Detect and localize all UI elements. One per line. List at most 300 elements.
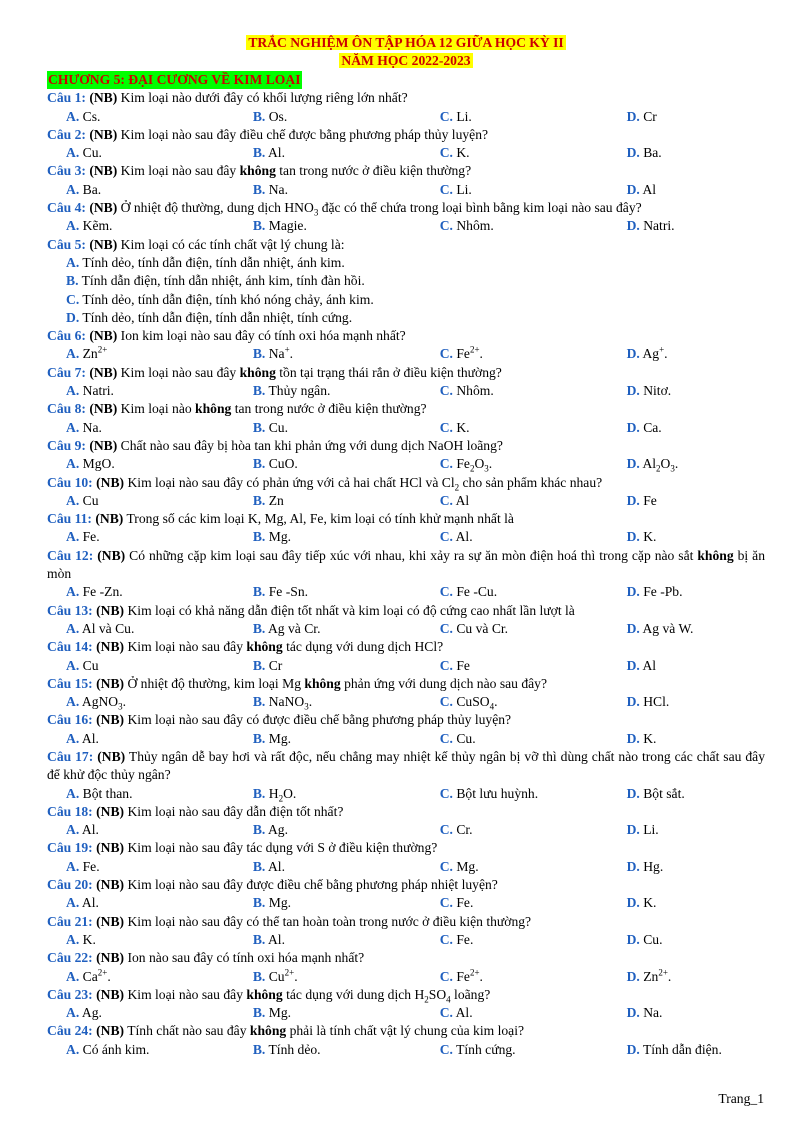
question-stem <box>47 748 765 785</box>
option-letter: A. <box>66 620 80 636</box>
option-letter: C. <box>439 931 453 947</box>
answer-option <box>253 730 440 748</box>
question-text: Thủy ngân dễ bay hơi và rất độc, nếu chẳng may nhiệt kế thủy ngân bị vỡ thì dùng chất nào trong các chất sau đây để khử độc thủy ngân? <box>47 748 766 783</box>
option-text: Nitơ. <box>643 383 672 399</box>
answer-option <box>253 931 440 949</box>
question-23 <box>47 986 765 1023</box>
answer-option <box>253 345 440 363</box>
answer-option <box>440 1041 627 1059</box>
question-text: Kim loại nào sau đây không tan trong nước ở điều kiện thường? <box>120 163 472 179</box>
option-text: Fe -Pb. <box>643 584 683 600</box>
answer-option <box>440 821 627 839</box>
question-text: Kim loại nào sau đây tác dụng với S ở điều kiện thường? <box>127 840 438 856</box>
option-text: Fe -Zn. <box>82 584 123 600</box>
option-letter: C. <box>439 785 453 801</box>
answer-option <box>627 693 765 711</box>
question-6 <box>47 327 765 364</box>
answer-options <box>47 657 765 675</box>
option-text: Nhôm. <box>456 218 494 234</box>
question-stem <box>47 126 765 144</box>
answer-options <box>47 419 765 437</box>
option-letter: B. <box>252 419 266 435</box>
option-letter: D. <box>626 785 640 801</box>
answer-options <box>47 455 765 473</box>
option-text: K. <box>643 895 657 911</box>
option-letter: D. <box>626 346 640 362</box>
question-level: (NB) <box>96 950 125 966</box>
option-letter: A. <box>66 181 80 197</box>
question-number: Câu 17: <box>47 748 94 764</box>
option-text: Al. <box>455 529 473 545</box>
question-stem <box>47 400 765 418</box>
option-letter: D. <box>626 383 640 399</box>
question-number: Câu 8: <box>47 401 86 417</box>
answer-options <box>47 730 765 748</box>
option-text: Fe <box>643 492 657 508</box>
option-text: Tính dẫn điện. <box>642 1041 722 1057</box>
option-letter: B. <box>252 730 266 746</box>
answer-options <box>47 858 765 876</box>
option-text: Cu <box>82 657 99 673</box>
answer-option <box>66 382 253 400</box>
option-text: Al <box>642 657 657 673</box>
question-level: (NB) <box>96 877 125 893</box>
option-letter: C. <box>439 419 453 435</box>
option-text: Nhôm. <box>456 383 494 399</box>
option-text: Li. <box>456 108 472 124</box>
question-10 <box>47 474 765 511</box>
answer-option <box>253 785 440 803</box>
question-text: Kim loại nào sau đây có được điều chế bằng phương pháp thủy luyện? <box>127 712 512 728</box>
answer-option <box>66 1041 253 1059</box>
question-text: Kim loại nào sau đây không tác dụng với dung dịch HCl? <box>127 639 444 655</box>
answer-option <box>627 730 765 748</box>
answer-option <box>66 968 253 986</box>
answer-option <box>627 492 765 510</box>
answer-option <box>627 181 765 199</box>
option-text: Na. <box>643 1005 663 1021</box>
option-text: Mg. <box>268 730 292 746</box>
question-level: (NB) <box>96 712 125 728</box>
answer-option <box>627 931 765 949</box>
answer-option <box>440 181 627 199</box>
option-letter: D. <box>626 492 640 508</box>
option-letter: B. <box>252 657 266 673</box>
option-text: Os. <box>268 108 288 124</box>
question-level: (NB) <box>89 328 118 344</box>
question-number: Câu 2: <box>47 126 86 142</box>
question-level: (NB) <box>89 437 118 453</box>
question-list <box>47 89 765 1059</box>
option-letter: A. <box>66 895 80 911</box>
option-letter: A. <box>66 346 80 362</box>
answer-option <box>627 217 765 235</box>
option-text: Có ánh kim. <box>82 1041 150 1057</box>
question-stem <box>47 236 765 254</box>
answer-options <box>47 144 765 162</box>
answer-option <box>66 291 765 309</box>
question-13 <box>47 602 765 639</box>
answer-option <box>440 785 627 803</box>
option-letter: C. <box>439 218 453 234</box>
answer-option <box>627 108 765 126</box>
question-number: Câu 4: <box>47 200 86 216</box>
answer-option <box>627 1004 765 1022</box>
answer-option <box>253 144 440 162</box>
answer-option <box>66 492 253 510</box>
option-text: K. <box>456 145 470 161</box>
option-text: HCl. <box>643 694 670 710</box>
question-text: Kim loại nào sau đây điều chế được bằng phương pháp thủy luyện? <box>120 126 489 142</box>
option-text: $Fe_2O_3$. <box>456 456 493 474</box>
option-letter: A. <box>66 218 80 234</box>
question-level: (NB) <box>97 748 126 764</box>
page-number: Trang_1 <box>718 1091 764 1106</box>
option-text: Zn <box>268 492 284 508</box>
question-stem <box>47 602 765 620</box>
option-letter: A. <box>66 145 80 161</box>
question-24 <box>47 1022 765 1059</box>
question-2 <box>47 126 765 163</box>
option-letter: D. <box>626 730 640 746</box>
question-15 <box>47 675 765 712</box>
option-letter: B. <box>252 218 266 234</box>
question-level: (NB) <box>96 986 125 1002</box>
option-text: Ag. <box>267 822 288 838</box>
option-text: Al <box>455 492 470 508</box>
option-letter: A. <box>66 584 80 600</box>
question-number: Câu 22: <box>47 950 93 966</box>
option-letter: A. <box>66 694 80 710</box>
answer-options <box>47 345 765 363</box>
option-letter: B. <box>252 895 266 911</box>
option-letter: D. <box>626 657 640 673</box>
option-letter: C. <box>439 1041 453 1057</box>
option-text: Cr <box>643 108 657 124</box>
option-letter: A. <box>66 968 80 984</box>
option-letter: B. <box>252 145 266 161</box>
option-text: Al và Cu. <box>81 620 135 636</box>
option-letter: A. <box>66 254 80 270</box>
answer-option <box>440 858 627 876</box>
option-text: Cr <box>268 657 283 673</box>
answer-option <box>66 730 253 748</box>
question-text: Kim loại nào sau đây không tác dụng với dung dịch $H_2SO_4$ loãng? <box>127 986 491 1005</box>
question-text: Kim loại nào sau đây không tồn tại trạng thái rắn ở điều kiện thường? <box>120 364 502 380</box>
question-4 <box>47 199 765 236</box>
question-number: Câu 18: <box>47 803 93 819</box>
option-text: Bột than. <box>82 785 133 801</box>
answer-option <box>627 345 765 363</box>
answer-option <box>440 693 627 711</box>
answer-option <box>253 1041 440 1059</box>
question-text: Kim loại nào sau đây dẫn điện tốt nhất? <box>127 803 344 819</box>
option-text: $Cu^{2+}$. <box>268 967 298 984</box>
option-letter: C. <box>439 694 453 710</box>
answer-options <box>47 821 765 839</box>
option-letter: C. <box>439 1005 453 1021</box>
answer-option <box>253 821 440 839</box>
option-letter: B. <box>252 858 266 874</box>
option-letter: C. <box>439 822 453 838</box>
answer-option <box>66 144 253 162</box>
option-text: Cu và Cr. <box>456 620 509 636</box>
answer-option <box>66 455 253 473</box>
option-text: Ag. <box>81 1005 102 1021</box>
answer-option <box>66 583 253 601</box>
question-text: Kim loại có khả năng dẫn điện tốt nhất và kim loại có độ cứng cao nhất lần lượt là <box>127 602 575 618</box>
option-letter: C. <box>439 145 453 161</box>
question-number: Câu 23: <box>47 986 93 1002</box>
option-letter: A. <box>66 657 80 673</box>
answer-option <box>627 968 765 986</box>
question-text: Trong số các kim loại K, Mg, Al, Fe, kim loại có tính khử mạnh nhất là <box>126 511 514 527</box>
question-level: (NB) <box>96 840 125 856</box>
option-text: Bột sắt. <box>643 785 685 801</box>
option-text: Al <box>642 181 657 197</box>
option-text: Na. <box>268 181 288 197</box>
answer-option <box>253 968 440 986</box>
answer-options <box>47 968 765 986</box>
option-text: Cu. <box>82 145 102 161</box>
answer-option <box>627 583 765 601</box>
question-level: (NB) <box>89 364 118 380</box>
question-8 <box>47 400 765 437</box>
option-letter: A. <box>66 419 80 435</box>
question-stem <box>47 913 765 931</box>
answer-option <box>440 730 627 748</box>
question-number: Câu 19: <box>47 840 93 856</box>
option-text: Fe <box>456 657 470 673</box>
option-letter: D. <box>626 419 640 435</box>
option-letter: C. <box>439 529 453 545</box>
option-text: Ca. <box>643 419 662 435</box>
option-letter: B. <box>252 108 266 124</box>
option-text: $Al_2O_3$. <box>642 456 679 474</box>
answer-option <box>440 419 627 437</box>
option-text: Tính dẻo, tính dẫn điện, tính dẫn nhiệt, tính cứng. <box>82 309 353 325</box>
option-letter: A. <box>66 108 80 124</box>
question-number: Câu 12: <box>47 547 94 563</box>
answer-option <box>253 492 440 510</box>
option-text: Fe. <box>456 895 474 911</box>
option-text: Mg. <box>268 529 292 545</box>
option-letter: A. <box>66 383 80 399</box>
option-letter: A. <box>66 858 80 874</box>
answer-option <box>627 144 765 162</box>
question-number: Câu 14: <box>47 639 93 655</box>
question-level: (NB) <box>96 803 125 819</box>
question-text: Kim loại nào sau đây được điều chế bằng phương pháp nhiệt luyện? <box>127 877 498 893</box>
question-22 <box>47 949 765 986</box>
question-text: Kim loại nào dưới đây có khối lượng riêng lớn nhất? <box>120 90 408 106</box>
option-letter: A. <box>66 785 80 801</box>
answer-option <box>440 492 627 510</box>
option-text: Cr. <box>456 822 473 838</box>
document-title <box>47 34 765 70</box>
option-text: Li. <box>643 822 659 838</box>
option-letter: C. <box>439 858 453 874</box>
answer-option <box>627 657 765 675</box>
option-letter: B. <box>252 346 266 362</box>
question-19 <box>47 839 765 876</box>
question-number: Câu 10: <box>47 474 93 490</box>
option-letter: D. <box>626 1005 640 1021</box>
question-level: (NB) <box>89 163 118 179</box>
option-letter: D. <box>626 694 640 710</box>
option-text: $Fe^{2+}$. <box>456 967 483 984</box>
answer-option <box>66 217 253 235</box>
answer-option <box>627 455 765 473</box>
question-level: (NB) <box>96 675 125 691</box>
option-text: Al. <box>455 1005 473 1021</box>
answer-options <box>47 693 765 711</box>
answer-options <box>47 620 765 638</box>
question-text: Kim loại nào sau đây có thể tan hoàn toàn trong nước ở điều kiện thường? <box>127 913 532 929</box>
question-stem <box>47 510 765 528</box>
option-text: Ag+. <box>642 344 668 362</box>
option-text: Na+. <box>268 344 294 362</box>
answer-options <box>47 1041 765 1059</box>
question-number: Câu 1: <box>47 90 86 106</box>
title-line-2: NĂM HỌC 2022-2023 <box>341 53 471 68</box>
option-text: Mg. <box>268 895 292 911</box>
option-letter: B. <box>66 273 79 289</box>
question-level: (NB) <box>96 913 125 929</box>
question-number: Câu 11: <box>47 511 92 527</box>
answer-option <box>440 1004 627 1022</box>
question-level: (NB) <box>89 126 118 142</box>
option-text: Natri. <box>82 383 114 399</box>
question-number: Câu 13: <box>47 602 93 618</box>
question-1 <box>47 89 765 126</box>
answer-option <box>253 455 440 473</box>
question-text: Ion nào sau đây có tính oxi hóa mạnh nhất? <box>127 950 365 966</box>
option-letter: B. <box>252 492 266 508</box>
option-text: Cu. <box>643 931 663 947</box>
answer-options <box>47 217 765 235</box>
option-letter: B. <box>252 785 266 801</box>
option-letter: A. <box>66 529 80 545</box>
question-16 <box>47 711 765 748</box>
question-number: Câu 5: <box>47 236 86 252</box>
option-text: Thủy ngân. <box>268 383 331 399</box>
option-letter: D. <box>626 181 640 197</box>
question-stem <box>47 547 765 584</box>
answer-option <box>253 217 440 235</box>
option-letter: B. <box>252 1041 266 1057</box>
question-stem <box>47 876 765 894</box>
option-letter: C. <box>439 456 453 472</box>
option-letter: A. <box>66 1005 80 1021</box>
option-letter: C. <box>439 657 453 673</box>
question-level: (NB) <box>96 639 125 655</box>
question-text: Kim loại có các tính chất vật lý chung là: <box>120 236 345 252</box>
answer-option <box>66 693 253 711</box>
option-text: Cu. <box>456 730 476 746</box>
option-letter: D. <box>626 1041 640 1057</box>
option-letter: A. <box>66 730 80 746</box>
answer-option <box>66 931 253 949</box>
option-text: Cu <box>82 492 99 508</box>
option-letter: D. <box>626 456 640 472</box>
answer-option <box>66 894 253 912</box>
option-letter: B. <box>252 968 266 984</box>
question-text: Tính chất nào sau đây không phải là tính chất vật lý chung của kim loại? <box>127 1023 525 1039</box>
answer-option <box>627 419 765 437</box>
answer-option <box>253 894 440 912</box>
answer-option <box>253 858 440 876</box>
answer-option <box>440 968 627 986</box>
option-letter: C. <box>439 584 453 600</box>
answer-options <box>47 108 765 126</box>
answer-options <box>47 382 765 400</box>
question-number: Câu 24: <box>47 1023 93 1039</box>
question-number: Câu 20: <box>47 877 93 893</box>
option-letter: B. <box>252 694 266 710</box>
question-text: Kim loại nào sau đây có phản ứng với cả hai chất HCl và $Cl_2$ cho sản phẩm khác nhau? <box>127 474 603 493</box>
question-number: Câu 15: <box>47 675 93 691</box>
option-text: Fe -Cu. <box>456 584 498 600</box>
option-letter: C. <box>439 968 453 984</box>
option-text: Tính dẻo. <box>268 1041 321 1057</box>
option-text: Al. <box>267 931 285 947</box>
answer-options <box>47 1004 765 1022</box>
question-stem <box>47 949 765 967</box>
answer-options <box>47 254 765 327</box>
option-letter: C. <box>66 291 80 307</box>
question-stem <box>47 839 765 857</box>
option-text: Mg. <box>268 1005 292 1021</box>
question-level: (NB) <box>97 547 126 563</box>
option-text: Ag và W. <box>642 620 694 636</box>
answer-option <box>66 858 253 876</box>
answer-option <box>66 309 765 327</box>
answer-option <box>253 108 440 126</box>
answer-option <box>627 821 765 839</box>
question-level: (NB) <box>96 474 125 490</box>
answer-option <box>253 382 440 400</box>
option-text: Bột lưu huỳnh. <box>456 785 539 801</box>
answer-option <box>627 620 765 638</box>
option-text: K. <box>82 931 96 947</box>
question-number: Câu 16: <box>47 712 93 728</box>
answer-option <box>440 894 627 912</box>
option-text: Cu. <box>268 419 288 435</box>
option-text: Tính dẻo, tính dẫn điện, tính khó nóng chảy, ánh kim. <box>82 291 374 307</box>
question-text: Có những cặp kim loại sau đây tiếp xúc với nhau, khi xảy ra sự ăn mòn điện hoá thì trong cặp nào sắt không bị ăn mòn <box>47 547 765 582</box>
option-text: Na. <box>82 419 102 435</box>
question-level: (NB) <box>96 602 125 618</box>
option-text: $Zn^{2+}$ <box>82 344 108 362</box>
option-text: Hg. <box>643 858 664 874</box>
option-text: AgNO$_3$. <box>81 694 127 712</box>
option-letter: D. <box>626 584 640 600</box>
option-text: Fe. <box>82 529 100 545</box>
option-letter: B. <box>252 822 266 838</box>
answer-option <box>440 382 627 400</box>
answer-option <box>253 693 440 711</box>
answer-option <box>66 181 253 199</box>
answer-option <box>253 419 440 437</box>
question-stem <box>47 162 765 180</box>
answer-option <box>627 1041 765 1059</box>
option-letter: B. <box>252 529 266 545</box>
option-text: Al. <box>81 895 99 911</box>
question-17 <box>47 748 765 803</box>
option-text: CuO. <box>268 456 298 472</box>
option-text: NaNO$_3$. <box>268 694 313 712</box>
